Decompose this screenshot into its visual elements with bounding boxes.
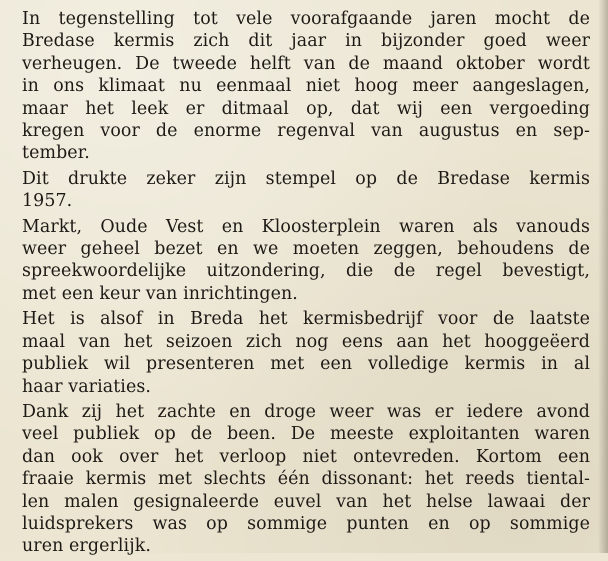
text-line: verheugen. De tweede helft van de maand oktober wordt	[22, 53, 590, 74]
text-line: weer geheel bezet en we moeten zeggen, behoudens de	[22, 239, 590, 260]
paragraph-4	[12, 308, 590, 398]
paragraph-1	[12, 8, 590, 165]
paragraph-2	[12, 168, 590, 213]
article-body	[12, 8, 590, 561]
text-line: kregen voor de enorme regenval van augustus en sep-	[22, 121, 590, 142]
text-line: luidsprekers was op sommige punten en op sommige	[22, 513, 590, 534]
text-line: len malen gesignaleerde euvel van het helse lawaai der	[22, 491, 590, 512]
text-line: Dit drukte zeker zijn stempel op de Bredase kermis	[22, 168, 590, 189]
text-line: haar variaties.	[22, 376, 152, 397]
paragraph-3	[12, 216, 590, 306]
text-line: In tegenstelling tot vele voorafgaande jaren mocht de	[22, 9, 590, 29]
paragraph-5	[12, 401, 590, 558]
text-line: veel publiek op de been. De meeste exploitanten waren	[22, 424, 590, 445]
text-line: 1957.	[22, 191, 73, 212]
text-line: maar het leek er ditmaal op, dat wij een vergoeding	[22, 98, 590, 119]
text-line: Dank zij het zachte en droge weer was er iedere avond	[22, 401, 590, 422]
text-line: Bredase kermis zich dit jaar in bijzonder goed weer	[22, 31, 590, 52]
text-line: in ons klimaat nu eenmaal niet hoog meer aangeslagen,	[22, 76, 590, 97]
text-line: Het is alsof in Breda het kermisbedrijf voor de laatste	[22, 309, 590, 330]
text-line: maal van het seizoen zich nog eens aan het hooggeëerd	[22, 331, 590, 352]
text-line: dan ook over het verloop niet ontevreden. Kortom een	[22, 446, 590, 467]
text-line: fraaie kermis met slechts één dissonant: het reeds tiental-	[22, 469, 590, 490]
text-line: spreekwoordelijke uitzondering, die de regel bevestigt,	[22, 261, 590, 282]
text-line: publiek wil presenteren met een volledige kermis in al	[22, 354, 590, 375]
text-line: tember.	[22, 143, 90, 164]
text-line: uren ergerlijk.	[22, 536, 151, 557]
page-edge-shadow	[598, 0, 608, 553]
text-line: Markt, Oude Vest en Kloosterplein waren als vanouds	[22, 216, 590, 237]
text-line: met een keur van inrichtingen.	[22, 283, 298, 304]
